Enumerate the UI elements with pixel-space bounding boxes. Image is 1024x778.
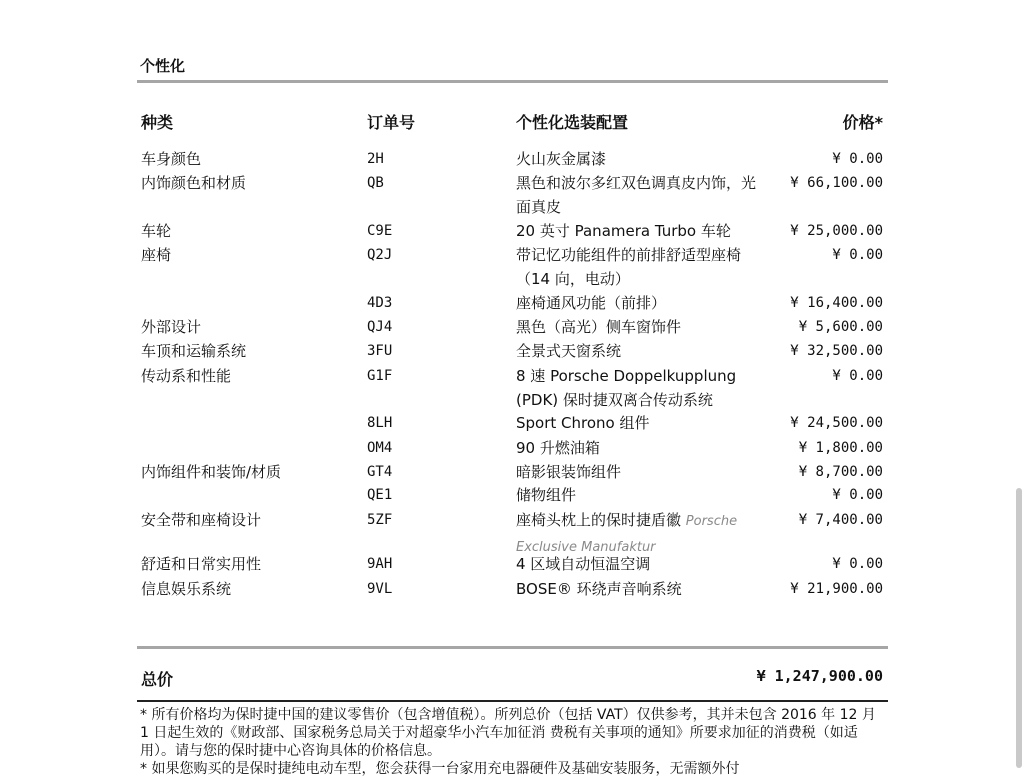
row-category: 内饰颜色和材质 [141, 174, 247, 192]
row-price: ¥ 0.00 [832, 151, 883, 167]
row-code: OM4 [367, 440, 393, 456]
row-code: 2H [367, 151, 384, 167]
row-category: 传动系和性能 [141, 367, 232, 385]
row-option: 暗影银装饰组件 [516, 463, 622, 481]
row-price: ¥ 24,500.00 [790, 415, 883, 431]
row-code: 3FU [367, 343, 393, 359]
row-code: 9VL [367, 581, 393, 597]
row-option: 黑色和波尔多红双色调真皮内饰，光面真皮 [516, 174, 757, 216]
row-code: 9AH [367, 556, 393, 572]
row-code: QE1 [367, 487, 393, 503]
row-price: ¥ 0.00 [832, 487, 883, 503]
row-code: 5ZF [367, 512, 393, 528]
row-option: BOSE® 环绕声音响系统 [516, 580, 682, 598]
total-label: 总价 [141, 670, 174, 689]
row-category: 车身颜色 [141, 150, 202, 168]
row-code: G1F [367, 368, 393, 384]
header-category: 种类 [141, 113, 174, 132]
row-option: 火山灰金属漆 [516, 150, 607, 168]
row-category: 内饰组件和装饰/材质 [141, 463, 282, 481]
footnote: * 所有价格均为保时捷中国的建议零售价（包含增值税）。所列总价（包括 VAT）仅供参考，其并未包含 2016 年 12 月 1 日起生效的《财政部、国家税务总局关于对超豪华小汽车加征消 费税有关事项的通知》所要求加征的消费税（如适用）。请与您的保时捷中心咨询具体的价格信息。 [140, 707, 876, 759]
total-divider [137, 700, 888, 702]
row-option: 4 区域自动恒温空调 [516, 555, 651, 573]
row-code: C9E [367, 223, 393, 239]
row-price: ¥ 1,800.00 [798, 440, 883, 456]
row-price: ¥ 0.00 [832, 368, 883, 384]
porsche-exclusive-label: Porsche Exclusive Manufaktur [516, 514, 738, 555]
table-divider [137, 646, 888, 649]
row-option: 8 速 Porsche Doppelkupplung (PDK) 保时捷双离合传动系统 [516, 367, 737, 409]
row-code: Q2J [367, 247, 393, 263]
row-option: 20 英寸 Panamera Turbo 车轮 [516, 222, 731, 240]
row-option: 座椅通风功能（前排） [516, 294, 667, 312]
footnotes [140, 706, 885, 778]
row-price: ¥ 25,000.00 [790, 223, 883, 239]
row-category: 外部设计 [141, 318, 202, 336]
row-code: GT4 [367, 464, 393, 480]
section-title: 个性化 [140, 57, 186, 75]
row-category: 座椅 [141, 246, 172, 264]
row-price: ¥ 16,400.00 [790, 295, 883, 311]
header-price: 价格* [842, 113, 883, 132]
row-option: Sport Chrono 组件 [516, 414, 650, 432]
header-option: 个性化选装配置 [516, 113, 629, 132]
total-value: ¥ 1,247,900.00 [756, 667, 883, 685]
row-category: 车轮 [141, 222, 172, 240]
row-option: 黑色（高光）侧车窗饰件 [516, 318, 682, 336]
row-price: ¥ 0.00 [832, 247, 883, 263]
row-code: QB [367, 175, 384, 191]
row-price: ¥ 66,100.00 [790, 175, 883, 191]
header-code: 订单号 [367, 113, 416, 132]
row-category: 信息娱乐系统 [141, 580, 232, 598]
row-option: 90 升燃油箱 [516, 439, 600, 457]
row-code: 8LH [367, 415, 393, 431]
row-price: ¥ 0.00 [832, 556, 883, 572]
row-price: ¥ 21,900.00 [790, 581, 883, 597]
row-option: 储物组件 [516, 486, 577, 504]
row-category: 车顶和运输系统 [141, 342, 247, 360]
row-option-text: 座椅头枕上的保时捷盾徽 [516, 511, 682, 529]
row-category: 安全带和座椅设计 [141, 511, 262, 529]
row-code: QJ4 [367, 319, 393, 335]
row-price: ¥ 8,700.00 [798, 464, 883, 480]
row-price: ¥ 32,500.00 [790, 343, 883, 359]
row-category: 舒适和日常实用性 [141, 555, 262, 573]
row-option: 全景式天窗系统 [516, 342, 622, 360]
section-divider [137, 80, 888, 83]
row-code: 4D3 [367, 295, 393, 311]
row-price: ¥ 5,600.00 [798, 319, 883, 335]
footnote: * 如果您购买的是保时捷纯电动车型，您会获得一台家用充电器硬件及基础安装服务，无需额外付 [140, 761, 740, 777]
row-option: 带记忆功能组件的前排舒适型座椅（14 向，电动） [516, 246, 742, 288]
row-price: ¥ 7,400.00 [798, 512, 883, 528]
scrollbar[interactable] [1016, 488, 1022, 768]
